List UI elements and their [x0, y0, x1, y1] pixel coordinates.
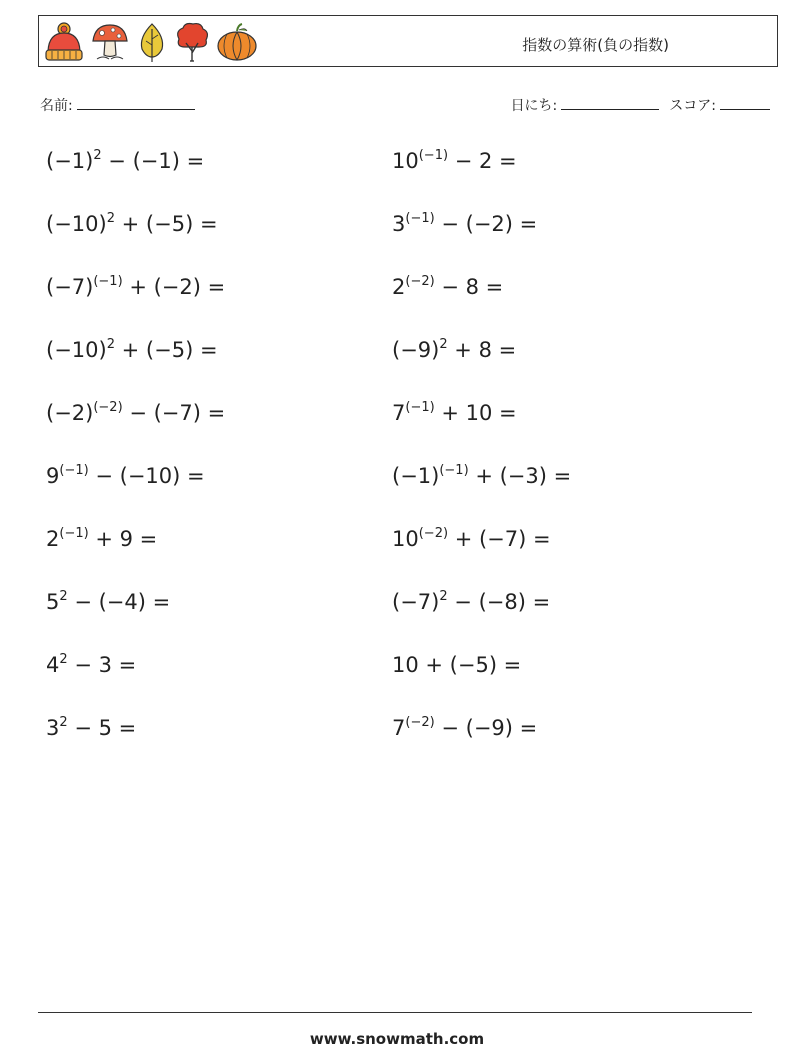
problem-right-1 — [392, 148, 517, 173]
problem-right-5 — [392, 400, 517, 425]
problem-left-7 — [46, 526, 157, 551]
problem-operation: − 3 = — [67, 653, 137, 677]
problem-exponent: 2 — [93, 148, 102, 163]
date-score-fields — [511, 95, 770, 115]
problem-base: (−9) — [392, 338, 440, 362]
problem-exponent: (−2) — [418, 526, 449, 541]
problem-operation: − (−7) = — [122, 401, 226, 425]
problem-base: 7 — [392, 716, 406, 740]
problem-left-1 — [46, 148, 204, 173]
problem-exponent: 2 — [106, 211, 115, 226]
date-field — [511, 95, 660, 115]
problem-base: 2 — [46, 527, 60, 551]
problem-base: 3 — [392, 212, 406, 236]
problem-exponent: 2 — [439, 589, 448, 604]
score-label: スコア: — [669, 98, 716, 114]
problem-base: (−1) — [46, 149, 94, 173]
problem-operation: + (−2) = — [122, 275, 226, 299]
problem-base: 9 — [46, 464, 60, 488]
problem-exponent: (−1) — [405, 211, 435, 226]
problem-base: (−7) — [46, 275, 94, 299]
yellow-leaf-icon — [135, 21, 169, 63]
date-blank[interactable] — [561, 95, 659, 110]
problem-base: 10 — [392, 527, 419, 551]
problem-left-2 — [46, 211, 218, 236]
problem-operation: − (−8) = — [447, 590, 551, 614]
footer-divider — [38, 1012, 752, 1013]
problem-exponent: 2 — [439, 337, 448, 352]
problem-base: 10 + (−5) = — [392, 653, 522, 677]
problem-exponent: (−1) — [439, 463, 469, 478]
score-field — [669, 95, 770, 115]
problem-operation: − 5 = — [67, 716, 137, 740]
problem-base: 3 — [46, 716, 60, 740]
problem-base: 2 — [392, 275, 406, 299]
problem-operation: − (−1) = — [101, 149, 205, 173]
problem-base: (−2) — [46, 401, 94, 425]
problem-operation: + 10 = — [434, 401, 517, 425]
problem-base: (−10) — [46, 338, 107, 362]
problem-left-5 — [46, 400, 225, 425]
problem-base: 5 — [46, 590, 60, 614]
problem-operation: − (−10) = — [88, 464, 205, 488]
problem-operation: − 2 = — [448, 149, 517, 173]
problem-base: (−1) — [392, 464, 440, 488]
problem-exponent: (−1) — [93, 274, 123, 289]
problem-base: 4 — [46, 653, 60, 677]
problem-exponent: (−1) — [59, 526, 89, 541]
red-tree-icon — [173, 21, 211, 63]
problem-right-2 — [392, 211, 537, 236]
winter-hat-icon — [43, 21, 85, 63]
problem-exponent: 2 — [59, 652, 68, 667]
problem-base: (−10) — [46, 212, 107, 236]
problem-left-3 — [46, 274, 225, 299]
problem-operation: + (−5) = — [114, 338, 218, 362]
problem-left-6 — [46, 463, 205, 488]
score-blank[interactable] — [720, 95, 770, 110]
problem-operation: − (−2) = — [434, 212, 538, 236]
problem-right-9 — [392, 652, 521, 677]
problem-exponent: 2 — [106, 337, 115, 352]
name-blank[interactable] — [77, 95, 195, 110]
problem-right-7 — [392, 526, 551, 551]
problem-exponent: (−1) — [418, 148, 449, 163]
problem-left-9 — [46, 652, 136, 677]
header-box — [38, 15, 778, 67]
mushroom-icon — [89, 21, 131, 63]
name-field — [40, 95, 195, 115]
problem-operation: − (−9) = — [434, 716, 538, 740]
problem-operation: + (−3) = — [468, 464, 572, 488]
problem-right-4 — [392, 337, 516, 362]
problem-base: 10 — [392, 149, 419, 173]
problem-operation: + 9 = — [88, 527, 158, 551]
worksheet-title: 指数の算術(負の指数) — [522, 36, 669, 54]
pumpkin-icon — [215, 21, 259, 63]
problem-operation: + 8 = — [447, 338, 517, 362]
problem-exponent: (−2) — [405, 715, 435, 730]
problem-left-10 — [46, 715, 136, 740]
problem-left-4 — [46, 337, 218, 362]
problem-exponent: 2 — [59, 715, 68, 730]
problem-base: (−7) — [392, 590, 440, 614]
date-label: 日にち: — [510, 98, 558, 114]
problem-right-3 — [392, 274, 503, 299]
problem-operation: − 8 = — [434, 275, 504, 299]
problem-left-8 — [46, 589, 170, 614]
problem-exponent: 2 — [59, 589, 68, 604]
problem-exponent: (−2) — [93, 400, 123, 415]
header-icons — [43, 20, 259, 64]
problem-operation: + (−7) = — [448, 527, 551, 551]
problem-exponent: (−1) — [59, 463, 89, 478]
name-label: 名前: — [40, 98, 73, 114]
problem-right-10 — [392, 715, 537, 740]
problem-operation: − (−4) = — [67, 590, 171, 614]
problem-right-6 — [392, 463, 571, 488]
problem-exponent: (−1) — [405, 400, 435, 415]
problem-exponent: (−2) — [405, 274, 435, 289]
problem-operation: + (−5) = — [114, 212, 218, 236]
footer-url: www.snowmath.com — [309, 1030, 485, 1048]
problem-right-8 — [392, 589, 550, 614]
problem-base: 7 — [392, 401, 406, 425]
